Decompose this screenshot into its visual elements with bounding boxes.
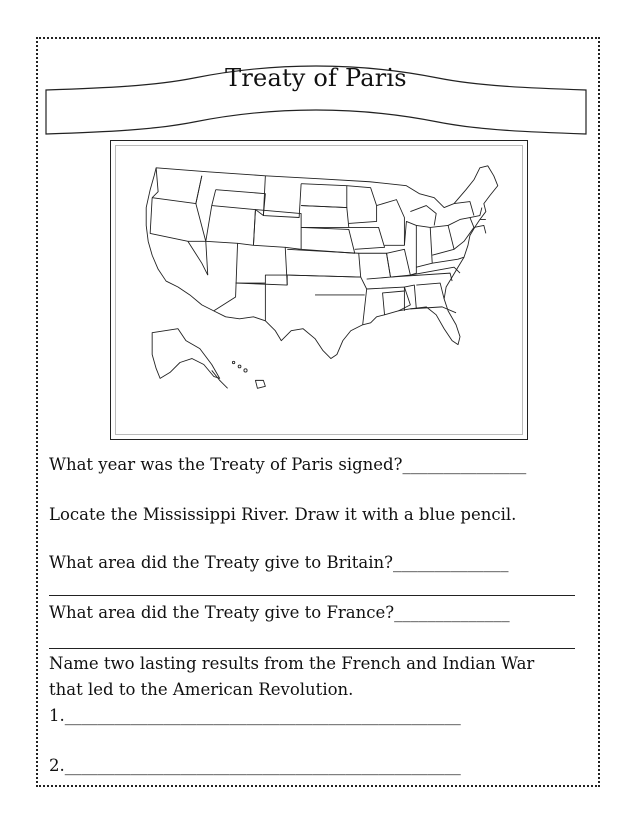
title-banner bbox=[44, 48, 588, 140]
map-frame bbox=[110, 140, 528, 440]
question-results-cont: that led to the American Revolution. bbox=[49, 680, 354, 699]
answer-1: 1.________________________________________________ bbox=[49, 706, 461, 725]
map-inner-border bbox=[115, 145, 523, 435]
question-france: What area did the Treaty give to France?______________ bbox=[49, 603, 510, 622]
question-year: What year was the Treaty of Paris signed?_______________ bbox=[49, 455, 527, 474]
question-britain: What area did the Treaty give to Britain?______________ bbox=[49, 553, 509, 572]
page-title: Treaty of Paris bbox=[225, 64, 407, 92]
answer-2: 2.________________________________________________ bbox=[49, 756, 461, 775]
us-states-map-icon bbox=[116, 146, 522, 434]
answer-line-france bbox=[49, 648, 575, 649]
answer-line-britain bbox=[49, 595, 575, 596]
question-results: Name two lasting results from the French and Indian War bbox=[49, 654, 535, 673]
instruction-mississippi: Locate the Mississippi River. Draw it with a blue pencil. bbox=[49, 505, 517, 524]
